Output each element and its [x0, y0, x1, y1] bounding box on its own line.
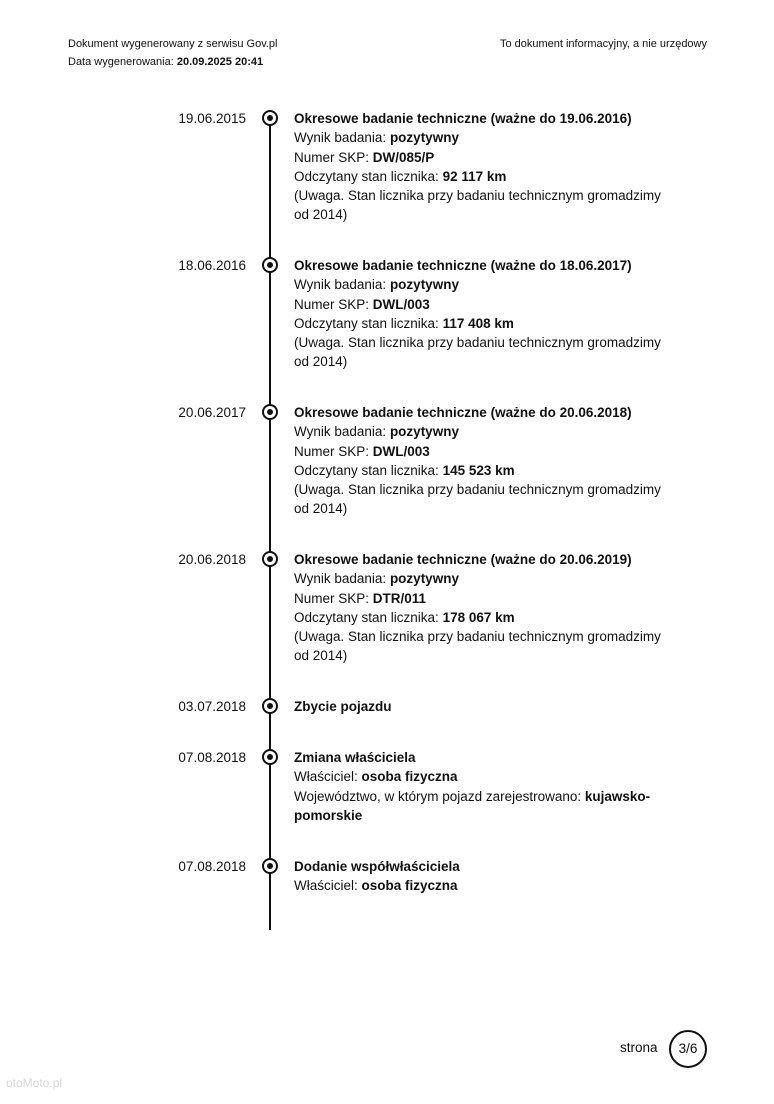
entry-content: [294, 109, 679, 225]
entry-date: 18.06.2016: [178, 258, 246, 273]
result-value: pozytywny: [389, 571, 459, 587]
timeline-dot-icon: [262, 404, 278, 420]
entry-date: 19.06.2015: [178, 111, 246, 126]
entry-note: (Uwaga. Stan licznika przy badaniu technicznym gromadzimy od 2014): [294, 482, 661, 517]
skp-label: Numer SKP:: [294, 590, 373, 606]
entry-title: Okresowe badanie techniczne (ważne do 20.06.2018): [294, 405, 632, 420]
result-value: pozytywny: [389, 277, 459, 293]
result-label: Wynik badania:: [294, 571, 390, 587]
entry-date: 07.08.2018: [178, 859, 246, 874]
timeline-dot-icon: [262, 698, 278, 714]
entry-title: Zbycie pojazdu: [294, 699, 392, 714]
entry-skp: [294, 148, 679, 167]
odometer-label: Odczytany stan licznika:: [294, 462, 443, 478]
generated-date-value: 20.09.2025 20:41: [176, 56, 264, 68]
entry-content: [294, 550, 679, 666]
timeline-dot-icon: [262, 257, 278, 273]
odometer-value: 92 117 km: [442, 168, 507, 184]
entry-skp: [294, 295, 679, 314]
generated-date-label: Data wygenerowania:: [68, 56, 177, 68]
entry-title: Okresowe badanie techniczne (ważne do 19.06.2016): [294, 111, 632, 126]
owner-value: osoba fizyczna: [361, 769, 458, 785]
entry-note: (Uwaga. Stan licznika przy badaniu technicznym gromadzimy od 2014): [294, 188, 661, 223]
odometer-value: 145 523 km: [442, 462, 515, 478]
skp-value: DWL/003: [372, 296, 430, 312]
result-value: pozytywny: [389, 130, 459, 146]
skp-label: Numer SKP:: [294, 149, 373, 165]
entry-note: (Uwaga. Stan licznika przy badaniu technicznym gromadzimy od 2014): [294, 629, 661, 664]
page-number: 3/6: [669, 1030, 707, 1068]
entry-odometer: [294, 167, 679, 186]
generated-from-text: Dokument wygenerowany z serwisu Gov.pl: [68, 38, 278, 50]
entry-odometer: [294, 608, 679, 627]
result-label: Wynik badania:: [294, 277, 390, 293]
entry-result: [294, 128, 679, 147]
voivodeship-label: Województwo, w którym pojazd zarejestrowano:: [294, 788, 585, 804]
entry-owner: [294, 767, 679, 786]
entry-result: [294, 275, 679, 294]
entry-content: [294, 256, 679, 372]
skp-label: Numer SKP:: [294, 296, 373, 312]
entry-note: (Uwaga. Stan licznika przy badaniu technicznym gromadzimy od 2014): [294, 335, 661, 370]
entry-odometer: [294, 461, 679, 480]
result-label: Wynik badania:: [294, 130, 390, 146]
entry-date: 07.08.2018: [178, 750, 246, 765]
entry-skp: [294, 589, 679, 608]
odometer-value: 178 067 km: [442, 609, 515, 625]
entry-odometer: [294, 314, 679, 333]
entry-voivodeship: [294, 787, 679, 826]
skp-value: DWL/003: [372, 443, 430, 459]
skp-value: DTR/011: [372, 590, 427, 606]
odometer-label: Odczytany stan licznika:: [294, 315, 443, 331]
result-label: Wynik badania:: [294, 424, 390, 440]
timeline-dot-icon: [262, 551, 278, 567]
timeline-dot-icon: [262, 110, 278, 126]
entry-title: Okresowe badanie techniczne (ważne do 18.06.2017): [294, 258, 632, 273]
owner-label: Właściciel:: [294, 878, 362, 894]
watermark: otoMoto.pl: [6, 1076, 63, 1090]
odometer-value: 117 408 km: [442, 315, 514, 331]
timeline-line: [269, 110, 271, 930]
entry-title: Dodanie współwłaściciela: [294, 859, 460, 874]
timeline-dot-icon: [262, 749, 278, 765]
skp-label: Numer SKP:: [294, 443, 373, 459]
generated-date-line: [68, 53, 278, 71]
owner-label: Właściciel:: [294, 769, 362, 785]
skp-value: DW/085/P: [372, 149, 435, 165]
owner-value: osoba fizyczna: [361, 878, 458, 894]
entry-skp: [294, 442, 679, 461]
entry-content: [294, 403, 679, 519]
entry-title: Okresowe badanie techniczne (ważne do 20.06.2019): [294, 552, 632, 567]
entry-result: [294, 422, 679, 441]
page-label: strona: [620, 1040, 658, 1055]
entry-date: 20.06.2018: [178, 552, 246, 567]
entry-title: Zmiana właściciela: [294, 750, 416, 765]
result-value: pozytywny: [389, 424, 459, 440]
timeline-dot-icon: [262, 858, 278, 874]
odometer-label: Odczytany stan licznika:: [294, 609, 443, 625]
entry-result: [294, 569, 679, 588]
header-left: [68, 35, 278, 71]
header-disclaimer: To dokument informacyjny, a nie urzędowy: [499, 38, 707, 50]
voivodeship-value: kujawsko-pomorskie: [294, 788, 651, 823]
entry-date: 20.06.2017: [178, 405, 246, 420]
entry-owner: [294, 876, 679, 895]
odometer-label: Odczytany stan licznika:: [294, 168, 443, 184]
entry-content: [294, 697, 679, 716]
entry-date: 03.07.2018: [178, 699, 246, 714]
entry-content: [294, 748, 679, 825]
entry-content: [294, 857, 679, 896]
